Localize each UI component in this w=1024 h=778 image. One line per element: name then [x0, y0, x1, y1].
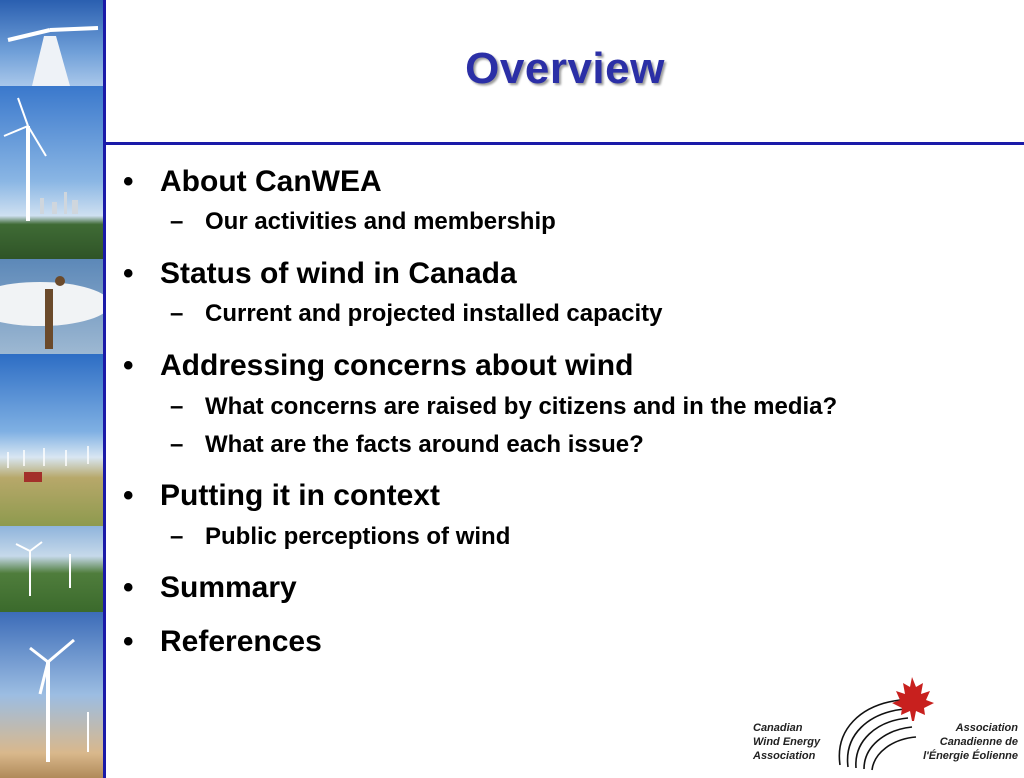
bullet-concerns: Addressing concerns about wind: [160, 349, 634, 382]
turbine-blade-worker-photo: [0, 259, 103, 354]
photo-sidebar: [0, 0, 103, 778]
bullet-references: References: [160, 625, 322, 658]
bullet-context: Putting it in context: [160, 479, 440, 512]
sub-bullet-marker: –: [170, 208, 184, 235]
logo-french-text: Association Canadienne de l'Énergie Éolienne: [923, 722, 1018, 762]
wind-farm-field-photo: [0, 354, 103, 526]
canwea-logo: [745, 675, 1024, 778]
bullet-marker: •: [123, 571, 134, 604]
sub-bullet-marker: –: [170, 431, 184, 458]
bullet-marker: •: [123, 257, 134, 290]
wind-turbines-forest-photo: [0, 526, 103, 612]
slide-title: Overview: [465, 44, 665, 93]
sub-bullet-marker: –: [170, 300, 184, 327]
sub-bullet-facts: What are the facts around each issue?: [205, 431, 644, 458]
wind-turbine-photo-1: [0, 0, 103, 86]
sub-bullet-perceptions: Public perceptions of wind: [205, 523, 511, 550]
sub-bullet-marker: –: [170, 523, 184, 550]
bullet-status-wind: Status of wind in Canada: [160, 257, 517, 290]
sub-bullet-marker: –: [170, 393, 184, 420]
bullet-about-canwea: About CanWEA: [160, 165, 382, 198]
wind-turbine-city-photo: [0, 86, 103, 259]
sub-bullet-activities: Our activities and membership: [205, 208, 556, 235]
bullet-marker: •: [123, 165, 134, 198]
bullet-marker: •: [123, 349, 134, 382]
sub-bullet-capacity: Current and projected installed capacity: [205, 300, 663, 327]
bullet-marker: •: [123, 625, 134, 658]
bullet-marker: •: [123, 479, 134, 512]
sidebar-divider: [103, 0, 106, 778]
bullet-summary: Summary: [160, 571, 297, 604]
title-underline: [106, 142, 1024, 145]
sub-bullet-concerns-raised: What concerns are raised by citizens and in the media?: [205, 393, 838, 420]
wind-turbine-sunset-photo: [0, 612, 103, 778]
logo-english-text: Canadian Wind Energy Association: [753, 722, 821, 762]
